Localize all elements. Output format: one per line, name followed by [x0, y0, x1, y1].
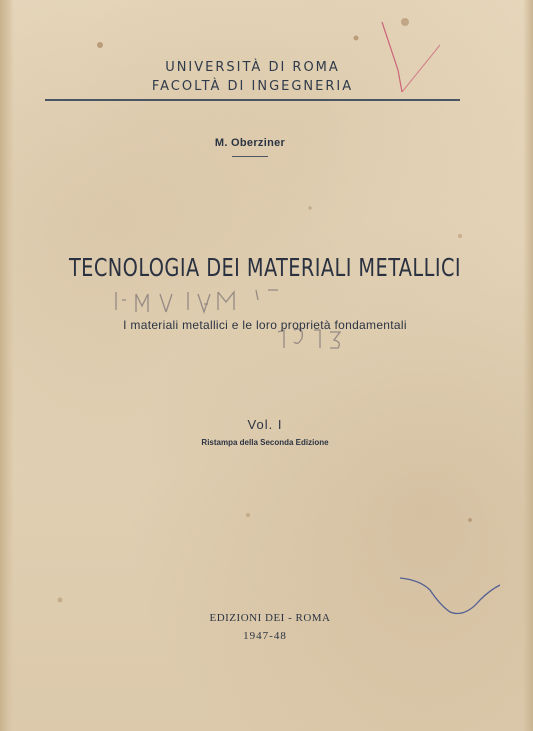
author-name: M. Oberziner	[214, 137, 286, 149]
publication-years: 1947-48	[243, 630, 287, 642]
worn-left-edge	[0, 0, 14, 731]
header-rule	[45, 99, 460, 101]
book-subtitle: I materiali metallici e le loro proprietà fondamentali	[123, 318, 407, 332]
library-stamp	[108, 282, 368, 352]
publisher: EDIZIONI DEI - ROMA	[209, 612, 331, 624]
edition-note: Ristampa della Seconda Edizione	[201, 438, 329, 447]
book-title: TECNOLOGIA DEI MATERIALI METALLICI	[68, 253, 462, 282]
author-rule	[232, 156, 268, 157]
university-name: UNIVERSITÀ DI ROMA	[165, 60, 340, 75]
volume-label: Vol. I	[247, 417, 283, 432]
worn-right-edge	[523, 0, 533, 731]
faculty-name: FACOLTÀ DI INGEGNERIA	[151, 79, 354, 94]
